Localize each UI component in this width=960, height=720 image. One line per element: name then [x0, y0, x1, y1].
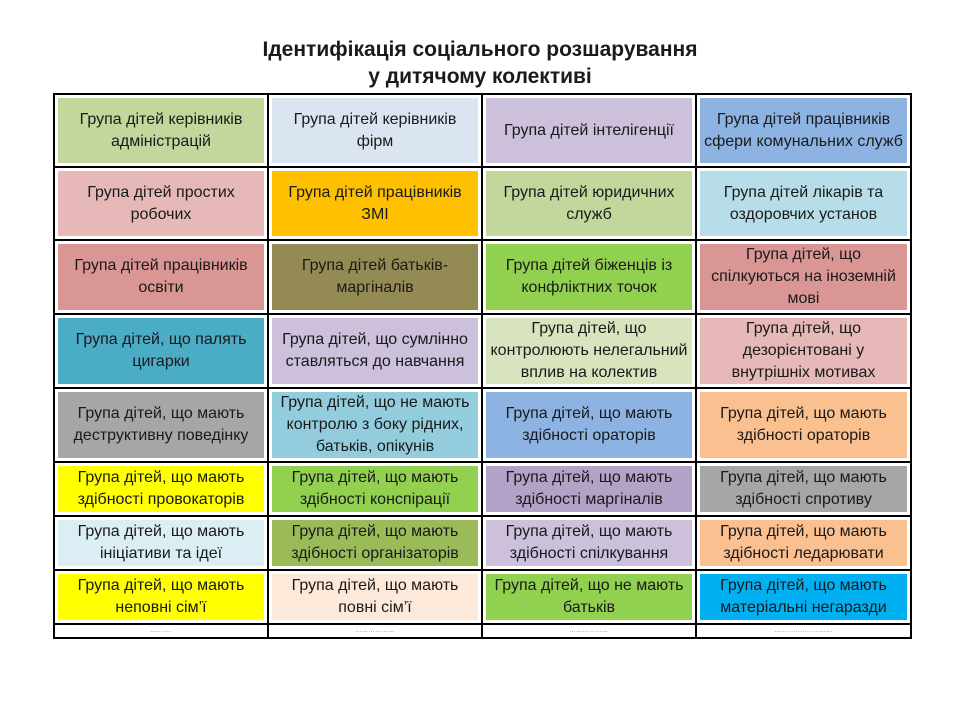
group-label: Група дітей, що мають повні сім’ї	[272, 574, 478, 620]
table-cell	[482, 314, 696, 388]
table-cell	[696, 388, 911, 462]
group-label: Група дітей простих робочих	[58, 171, 264, 236]
group-label: Група дітей, що мають деструктивну поведінку	[58, 392, 264, 458]
table-cell	[54, 94, 268, 167]
group-label: Група дітей, що мають здібності спілкування	[486, 520, 692, 566]
table-cell	[696, 516, 911, 570]
group-label: Група дітей, що мають неповні сім’ї	[58, 574, 264, 620]
table-cell	[54, 314, 268, 388]
ellipsis-cell: ………………	[268, 624, 482, 638]
table-cell	[482, 570, 696, 624]
table-cell	[268, 167, 482, 240]
table-row	[54, 94, 911, 167]
table-cell	[268, 516, 482, 570]
table-cell	[268, 388, 482, 462]
table-cell	[482, 167, 696, 240]
table-cell	[268, 462, 482, 516]
group-label: Група дітей батьків-маргіналів	[272, 244, 478, 310]
table-cell	[696, 570, 911, 624]
group-label: Група дітей керівників адміністрацій	[58, 98, 264, 163]
group-label: Група дітей, що сумлінно ставляться до навчання	[272, 318, 478, 384]
table-cell	[268, 240, 482, 314]
group-label: Група дітей, що мають здібності провокаторів	[58, 466, 264, 512]
group-label: Група дітей інтелігенції	[486, 98, 692, 163]
table-cell	[696, 94, 911, 167]
table-cell	[482, 94, 696, 167]
group-label: Група дітей, що мають здібності спротиву	[700, 466, 907, 512]
table-row-ellipsis	[54, 624, 911, 638]
ellipsis-cell: ……….	[54, 624, 268, 638]
group-label: Група дітей працівників освіти	[58, 244, 264, 310]
table-cell	[696, 462, 911, 516]
group-label: Група дітей, що мають здібності ораторів	[700, 392, 907, 458]
table-row	[54, 240, 911, 314]
group-label: Група дітей, що палять цигарки	[58, 318, 264, 384]
table-cell	[54, 462, 268, 516]
group-label: Група дітей, що дезорієнтовані у внутрішніх мотивах	[700, 318, 907, 384]
group-label: Група дітей, що мають здібності ледарювати	[700, 520, 907, 566]
page-title-line-1: Ідентифікація соціального розшарування	[262, 38, 698, 61]
table-cell	[696, 167, 911, 240]
table-row	[54, 570, 911, 624]
table-row	[54, 516, 911, 570]
table-cell	[54, 570, 268, 624]
table-cell	[54, 240, 268, 314]
group-label: Група дітей, що не мають батьків	[486, 574, 692, 620]
ellipsis-cell: ………………………	[696, 624, 911, 638]
table-cell	[482, 462, 696, 516]
page-title-line-2: у дитячому колективі	[368, 65, 592, 88]
group-label: Група дітей біженців із конфліктних точок	[486, 244, 692, 310]
table-row	[54, 388, 911, 462]
group-label: Група дітей юридичних служб	[486, 171, 692, 236]
table-row	[54, 462, 911, 516]
table-cell	[696, 240, 911, 314]
table-cell	[54, 167, 268, 240]
table-cell	[268, 314, 482, 388]
stratification-table	[53, 93, 912, 639]
table-cell	[696, 314, 911, 388]
group-label: Група дітей керівників фірм	[272, 98, 478, 163]
table-cell	[54, 388, 268, 462]
table-cell	[268, 570, 482, 624]
group-label: Група дітей, що спілкуються на іноземній мові	[700, 244, 907, 310]
group-label: Група дітей працівників сфери комунальних служб	[700, 98, 907, 163]
group-label: Група дітей, що мають здібності ораторів	[486, 392, 692, 458]
table-cell	[482, 388, 696, 462]
group-label: Група дітей, що контролюють нелегальний вплив на колектив	[486, 318, 692, 384]
group-label: Група дітей працівників ЗМІ	[272, 171, 478, 236]
group-label: Група дітей, що не мають контролю з боку рідних, батьків, опікунів	[272, 392, 478, 458]
group-label: Група дітей, що мають матеріальні негаразди	[700, 574, 907, 620]
table-row	[54, 314, 911, 388]
table-cell	[54, 516, 268, 570]
group-label: Група дітей, що мають здібності конспірації	[272, 466, 478, 512]
ellipsis-cell: ………………	[482, 624, 696, 638]
table-row	[54, 167, 911, 240]
group-label: Група дітей, що мають здібності маргіналів	[486, 466, 692, 512]
table-cell	[268, 94, 482, 167]
group-label: Група дітей, що мають ініціативи та ідеї	[58, 520, 264, 566]
group-label: Група дітей, що мають здібності організаторів	[272, 520, 478, 566]
group-label: Група дітей лікарів та оздоровчих установ	[700, 171, 907, 236]
table-cell	[482, 240, 696, 314]
table-cell	[482, 516, 696, 570]
